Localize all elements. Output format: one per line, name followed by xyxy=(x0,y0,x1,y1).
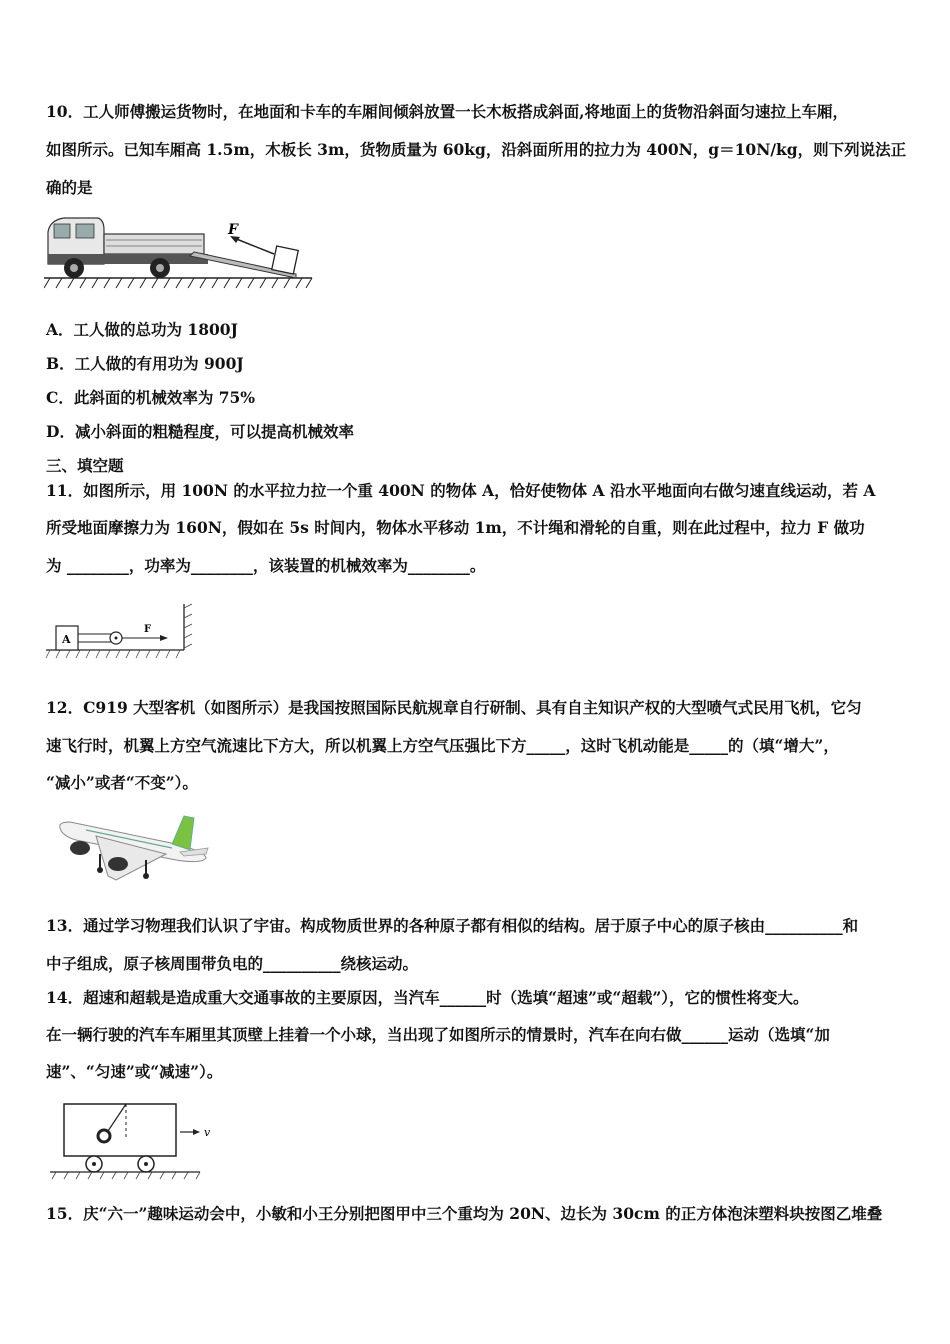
q10-line-3: 确的是 xyxy=(46,178,93,197)
pull-force-label: F xyxy=(144,624,152,635)
q10-option-b: B．工人做的有用功为 900J xyxy=(46,354,244,373)
force-label-f: F xyxy=(228,222,238,238)
q12-line-1: 12．C919 大型客机（如图所示）是我国按照国际民航规章自行研制、具有自主知识产权的大型喷气式民用飞机，它匀 xyxy=(46,698,862,717)
q15-line-1: 15．庆“六一”趣味运动会中，小敏和小王分别把图甲中三个重均为 20N、边长为 30cm 的正方体泡沫塑料块按图乙堆叠 xyxy=(46,1204,883,1223)
car-pendulum-figure xyxy=(44,1100,216,1180)
q11-line-2: 所受地面摩擦力为 160N，假如在 5s 时间内，物体水平移动 1m，不计绳和滑轮的自重，则在此过程中，拉力 F 做功 xyxy=(46,518,865,537)
velocity-label: v xyxy=(204,1126,211,1139)
q10-option-a: A．工人做的总功为 1800J xyxy=(46,320,238,339)
q14-line-3: 速”、“匀速”或“减速”）。 xyxy=(46,1062,223,1081)
q12-line-3: “减小”或者“不变”）。 xyxy=(46,773,198,792)
q12-line-2: 速飞行时，机翼上方空气流速比下方大，所以机翼上方空气压强比下方_____，这时飞机动能是_____的（填“增大”， xyxy=(46,736,839,755)
truck-incline-figure xyxy=(44,210,316,294)
q10-option-d: D．减小斜面的粗糙程度，可以提高机械效率 xyxy=(46,422,354,441)
block-a-label: A xyxy=(62,633,71,646)
q10-line-2: 如图所示。已知车厢高 1.5m，木板长 3m，货物质量为 60kg，沿斜面所用的拉力为 400N，g＝10N/kg，则下列说法正 xyxy=(46,140,907,159)
q11-line-3: 为 ________，功率为________，该装置的机械效率为________。 xyxy=(46,556,486,575)
q14-line-2: 在一辆行驶的汽车车厢里其顶壁上挂着一个小球，当出现了如图所示的情景时，汽车在向右做______运动（选填“加 xyxy=(46,1025,830,1044)
q13-line-1: 13．通过学习物理我们认识了宇宙。构成物质世界的各种原子都有相似的结构。居于原子中心的原子核由__________和 xyxy=(46,916,859,935)
q13-line-2: 中子组成，原子核周围带负电的__________绕核运动。 xyxy=(46,954,419,973)
q11-line-1: 11．如图所示，用 100N 的水平拉力拉一个重 400N 的物体 A，恰好使物体 A 沿水平地面向右做匀速直线运动，若 A xyxy=(46,481,876,500)
pulley-figure xyxy=(44,600,196,664)
c919-airplane-figure xyxy=(56,810,212,890)
section-title: 三、填空题 xyxy=(46,456,124,475)
q10-option-c: C．此斜面的机械效率为 75% xyxy=(46,388,256,407)
q14-line-1: 14．超速和超载是造成重大交通事故的主要原因，当汽车______时（选填“超速”或“超载”），它的惯性将变大。 xyxy=(46,988,809,1007)
q10-line-1: 10．工人师傅搬运货物时，在地面和卡车的车厢间倾斜放置一长木板搭成斜面,将地面上的货物沿斜面匀速拉上车厢， xyxy=(46,102,848,121)
